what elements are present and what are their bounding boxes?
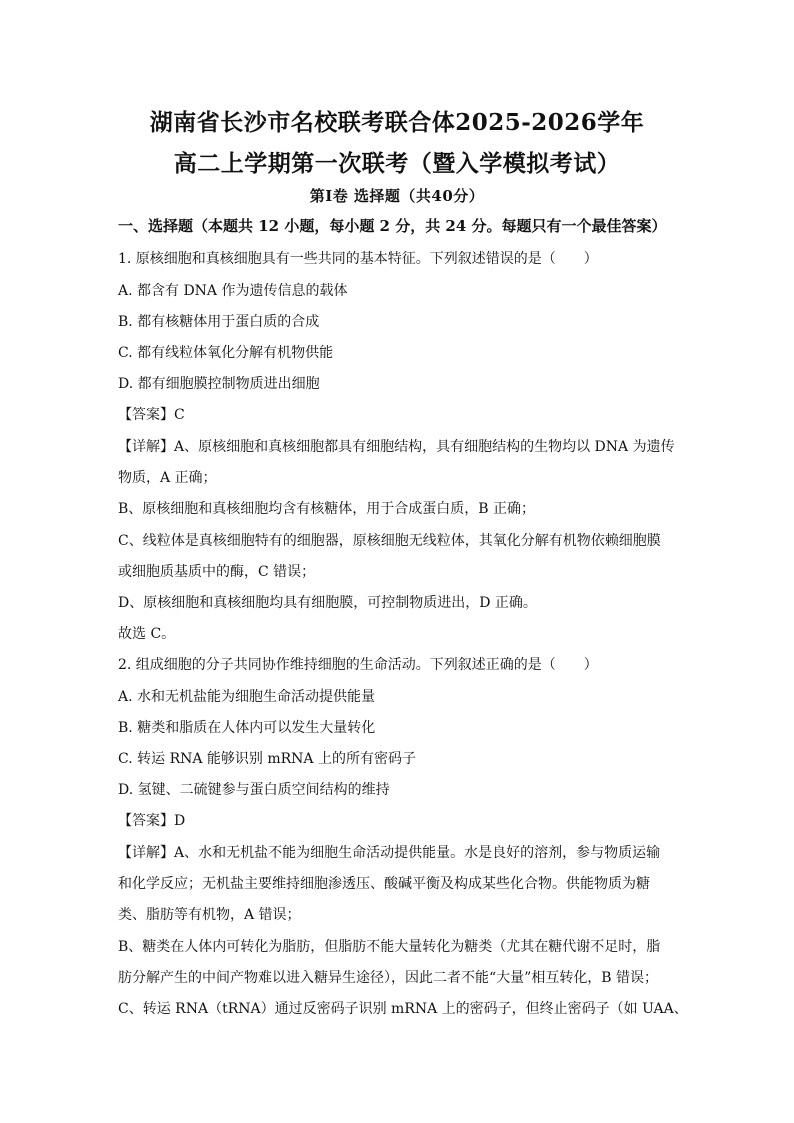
part-title: 第Ⅰ卷 选择题（共40分） <box>309 187 485 205</box>
question-1-explanation-line: 物质，A 正确； <box>118 470 217 486</box>
question-1-option-c: C. 都有线粒体氧化分解有机物供能 <box>118 345 334 361</box>
question-1-option-b: B. 都有核糖体用于蛋白质的合成 <box>118 314 320 330</box>
question-2-answer: 【答案】D <box>118 813 186 829</box>
question-2-explanation-line: 【详解】A、水和无机盐不能为细胞生命活动提供能量。水是良好的溶剂，参与物质运输 <box>118 845 661 861</box>
question-1-explanation-line: 或细胞质基质中的酶，C 错误； <box>118 564 316 580</box>
document-subtitle: 高二上学期第一次联考（暨入学模拟考试） <box>173 150 621 177</box>
question-1-explanation-line: C、线粒体是真核细胞特有的细胞器，原核细胞无线粒体，其氧化分解有机物依赖细胞膜 <box>118 533 661 549</box>
question-2-option-a: A. 水和无机盐能为细胞生命活动提供能量 <box>118 689 376 705</box>
question-2-option-d: D. 氢键、二硫键参与蛋白质空间结构的维持 <box>118 782 390 798</box>
question-2-explanation-line: 肪分解产生的中间产物难以进入糖异生途径），因此二者不能“大量”相互转化，B 错误； <box>118 970 659 986</box>
question-2-stem: 2. 组成细胞的分子共同协作维持细胞的生命活动。下列叙述正确的是（ ） <box>118 657 598 673</box>
question-1-explanation-line: B、原核细胞和真核细胞均含有核糖体，用于合成蛋白质，B 正确； <box>118 501 536 517</box>
question-1-conclusion: 故选 C。 <box>118 626 176 642</box>
question-2-explanation-line: 类、脂肪等有机物，A 错误； <box>118 907 301 923</box>
question-2-option-b: B. 糖类和脂质在人体内可以发生大量转化 <box>118 720 376 736</box>
question-1-stem: 1. 原核细胞和真核细胞具有一些共同的基本特征。下列叙述错误的是（ ） <box>118 251 598 267</box>
question-1-option-a: A. 都含有 DNA 作为遗传信息的载体 <box>118 283 348 299</box>
question-1-explanation-line: 【详解】A、原核细胞和真核细胞都具有细胞结构，具有细胞结构的生物均以 DNA 为遗传 <box>118 439 675 455</box>
question-1-explanation-line: D、原核细胞和真核细胞均具有细胞膜，可控制物质进出，D 正确。 <box>118 595 537 611</box>
question-1-answer: 【答案】C <box>118 407 185 423</box>
question-1-option-d: D. 都有细胞膜控制物质进出细胞 <box>118 376 320 392</box>
document-title: 湖南省长沙市名校联考联合体2025-2026学年 <box>149 109 645 136</box>
question-2-option-c: C. 转运 RNA 能够识别 mRNA 上的所有密码子 <box>118 751 416 767</box>
question-2-explanation-line: B、糖类在人体内可转化为脂肪，但脂肪不能大量转化为糖类（尤其在糖代谢不足时，脂 <box>118 939 661 955</box>
section-title: 一、选择题（本题共 12 小题，每小题 2 分，共 24 分。每题只有一个最佳答案） <box>118 217 667 235</box>
question-2-explanation-line: 和化学反应；无机盐主要维持细胞渗透压、酸碱平衡及构成某些化合物。供能物质为糖 <box>118 876 650 892</box>
question-2-explanation-line: C、转运 RNA（tRNA）通过反密码子识别 mRNA 上的密码子，但终止密码子（如 UAA、 <box>118 1001 688 1017</box>
